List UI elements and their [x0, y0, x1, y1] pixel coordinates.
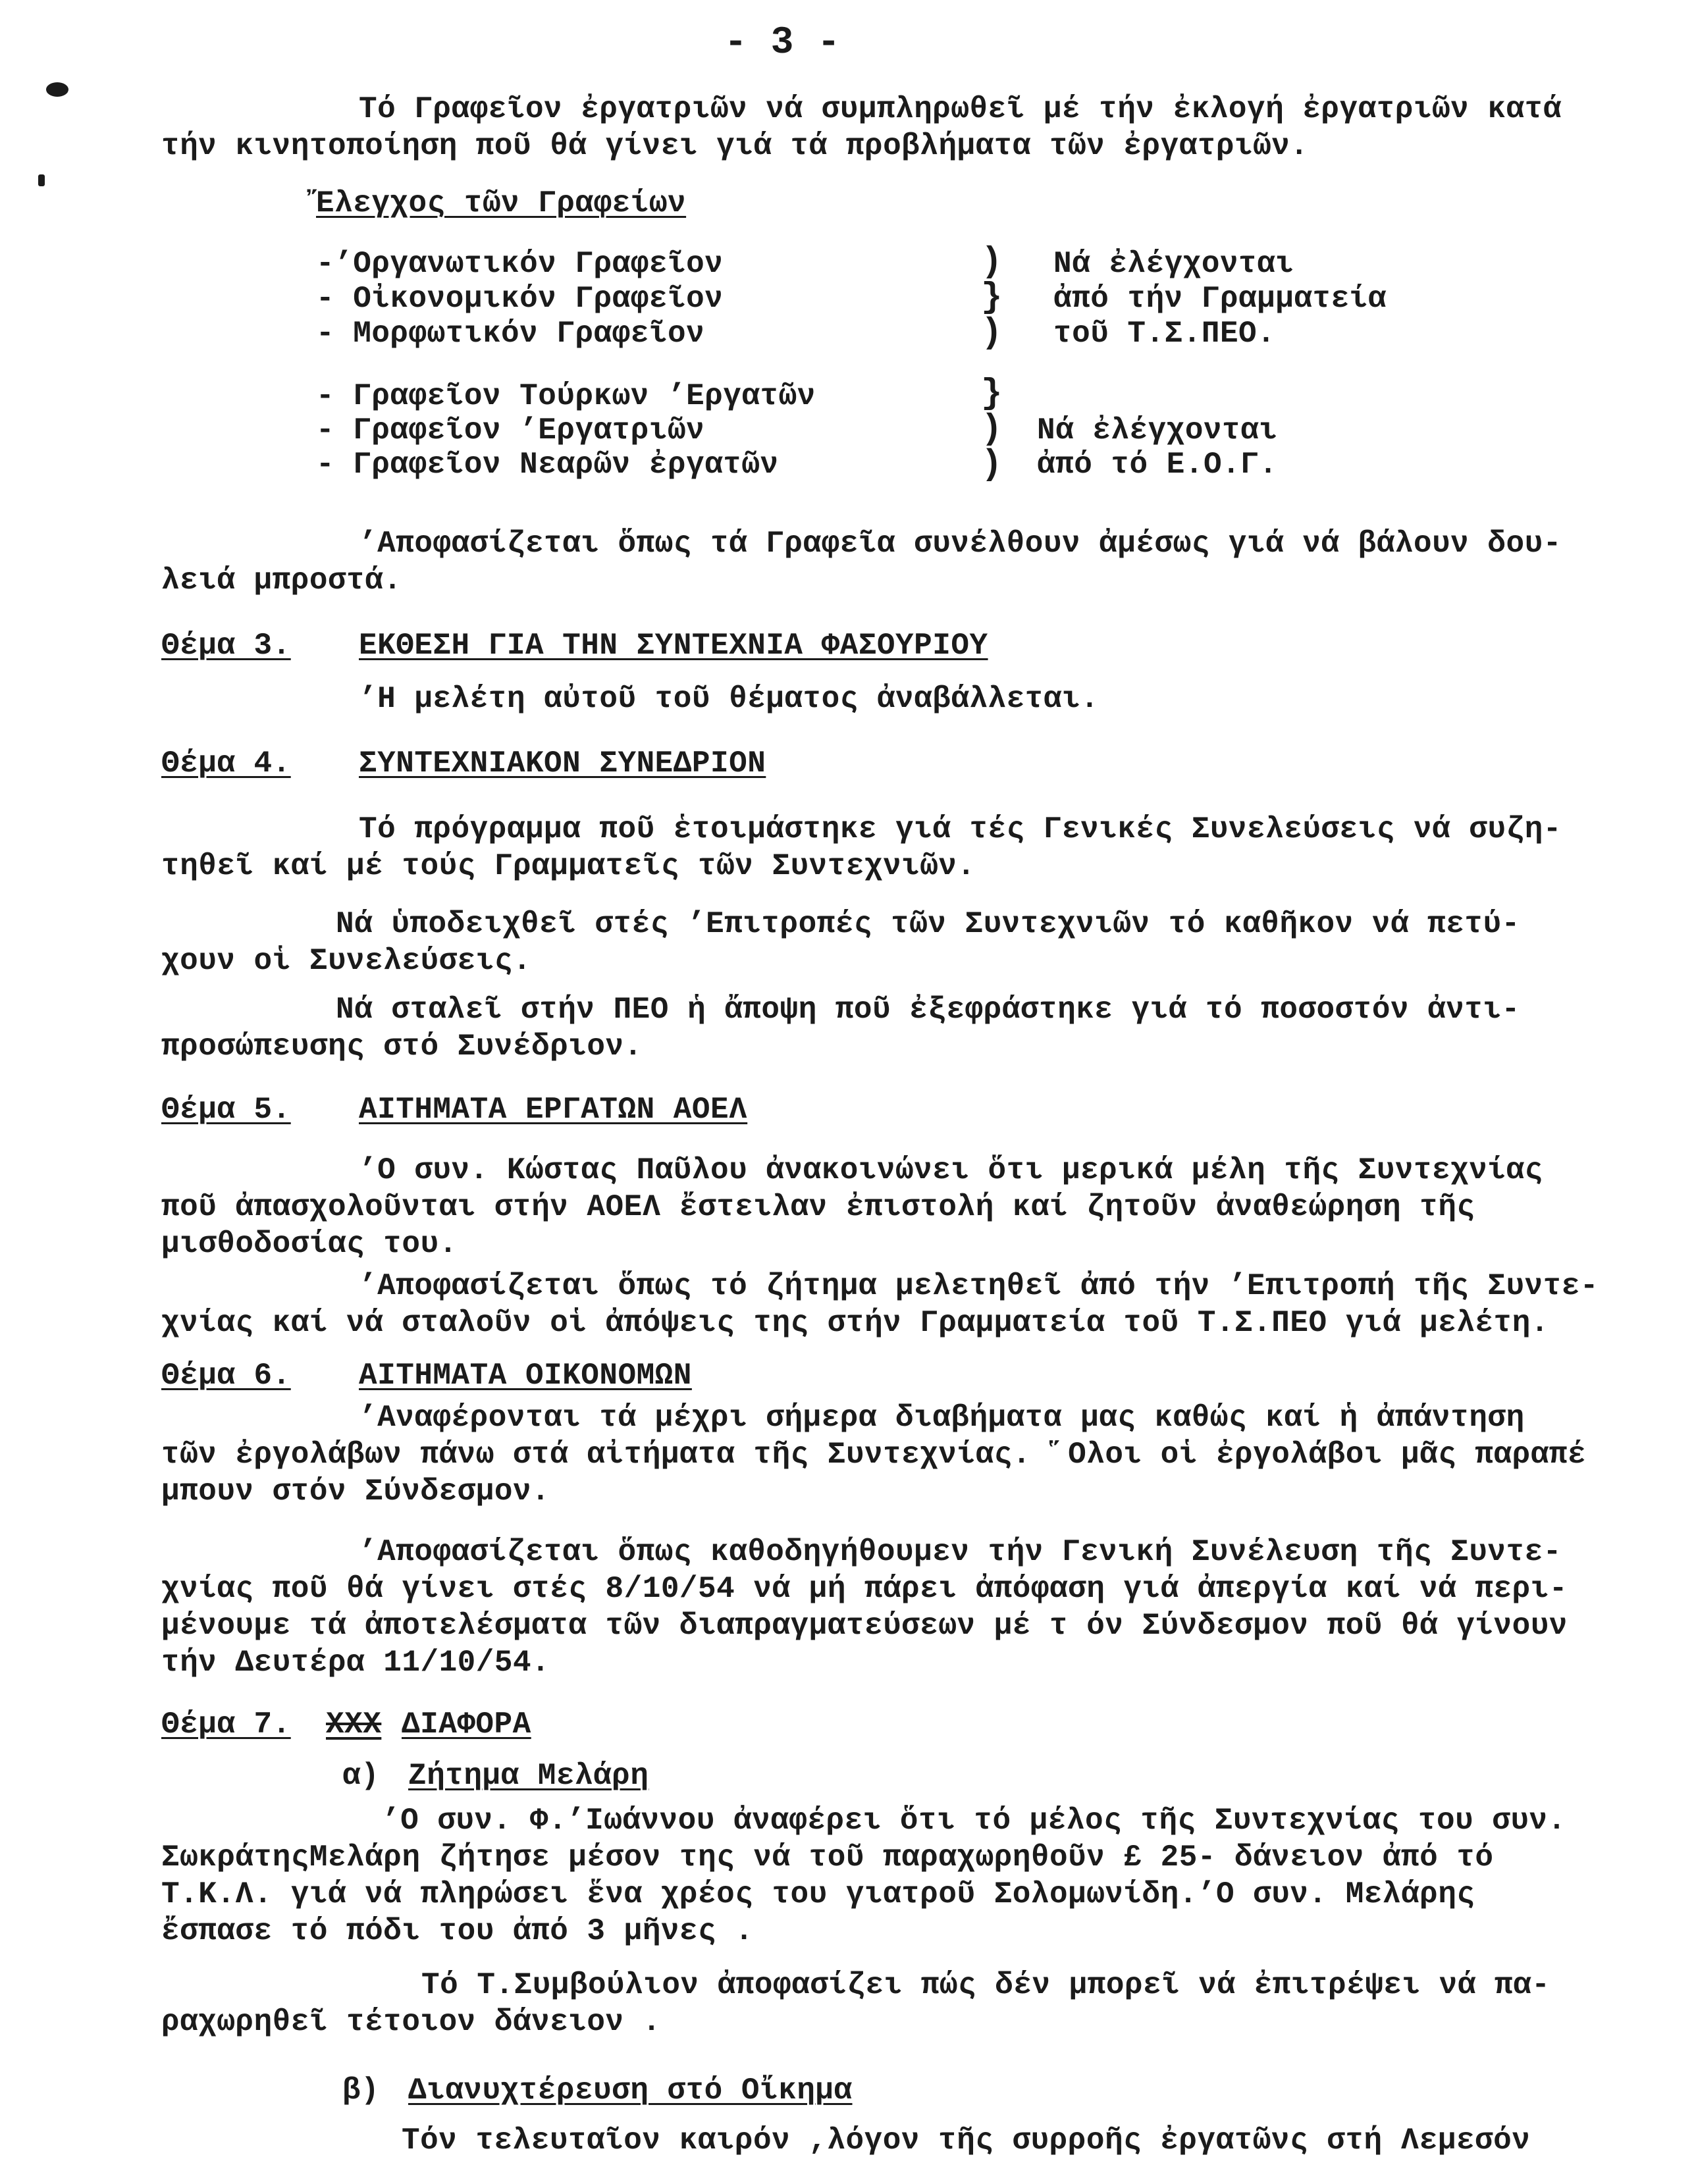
intro-line-2: τήν κινητοποίηση ποῦ θά γίνει γιά τά προβλήματα τῶν ἐργατριῶν. — [161, 129, 1309, 163]
topic6-p1-line-2: τῶν ἐργολάβων πάνω στά αἰτήματα τῆς Συντεχνίας. ῞Ολοι οἱ ἐργολάβοι μᾶς παραπέ — [161, 1438, 1587, 1472]
topic5-label: Θέμα 5. — [161, 1093, 291, 1127]
intro-line-1: Τό Γραφεῖον ἐργατριῶν νά συμπληρωθεῖ μέ τήν ἐκλογή ἐργατριῶν κατά — [359, 92, 1562, 126]
ink-dot — [38, 174, 45, 186]
topic5-p2-line-1: ’Αποφασίζεται ὅπως τό ζήτημα μελετηθεῖ ἀπό τήν ’Επιτροπή τῆς Συντε- — [359, 1269, 1599, 1303]
topic4-p3-line-2: προσώπευσης στό Συνέδριον. — [161, 1029, 643, 1064]
topic7-a-p1-line-4: ἔσπασε τό πόδι του ἀπό 3 μῆνες . — [161, 1914, 754, 1948]
group2-item-3: - Γραφεῖον Νεαρῶν ἐργατῶν — [316, 448, 779, 482]
group1-note-3: τοῦ Τ.Σ.ΠΕΟ. — [1053, 317, 1276, 351]
topic7-b-label: β) — [342, 2073, 380, 2108]
topic7-b-title: Διανυχτέρευση στό Οἴκημα — [408, 2073, 853, 2108]
topic5-p1-line-2: ποῦ ἀπασχολοῦνται στήν ΑΟΕΛ ἔστειλαν ἐπιστολή καί ζητοῦν ἀναθεώρηση τῆς — [161, 1190, 1475, 1224]
group1-note-1: Νά ἐλέγχονται — [1053, 247, 1294, 281]
topic3-label: Θέμα 3. — [161, 629, 291, 663]
group2-note-2: ἀπό τό Ε.Ο.Γ. — [1037, 448, 1278, 482]
group2-item-1: - Γραφεῖον Τούρκων ’Εργατῶν — [316, 379, 816, 413]
topic7-a-p2-line-1: Τό Τ.Συμβούλιον ἀποφασίζει πώς δέν μπορεῖ νά ἐπιτρέψει νά πα- — [421, 1968, 1550, 2002]
group2-note-1: Νά ἐλέγχονται — [1037, 413, 1278, 448]
topic4-p2-line-2: χουν οἱ Συνελεύσεις. — [161, 944, 532, 978]
topic7-title: ΔΙΑΦΟΡΑ — [402, 1707, 531, 1742]
topic7-a-title: Ζήτημα Μελάρη — [408, 1759, 649, 1793]
topic6-title: ΑΙΤΗΜΑΤΑ ΟΙΚΟΝΟΜΩΝ — [359, 1359, 692, 1393]
group1-item-3: - Μορφωτικόν Γραφεῖον — [316, 317, 705, 351]
topic6-p1-line-3: μπουν στόν Σύνδεσμον. — [161, 1474, 550, 1509]
topic7-label: Θέμα 7. — [161, 1707, 291, 1742]
topic7-a-p2-line-2: ραχωρηθεῖ τέτοιον δάνειον . — [161, 2005, 661, 2039]
topic4-title: ΣΥΝΤΕΧΝΙΑΚΟΝ ΣΥΝΕΔΡΙΟΝ — [359, 746, 766, 781]
topic4-p3-line-1: Νά σταλεῖ στήν ΠΕΟ ἡ ἄποψη ποῦ ἐξεφράστηκε γιά τό ποσοστόν ἀντι- — [336, 993, 1520, 1027]
topic7-a-p1-line-3: Τ.Κ.Λ. γιά νά πληρώσει ἕνα χρέος του γιατροῦ Σολομωνίδη.’Ο συν. Μελάρης — [161, 1877, 1475, 1911]
ink-blot — [46, 82, 68, 97]
group2-bracket: } ) ) — [981, 374, 1003, 485]
topic6-p2-line-3: μένουμε τά ἀποτελέσματα τῶν διαπραγματεύσεων μέ τ όν Σύνδεσμον ποῦ θά γίνουν — [161, 1609, 1568, 1643]
topic7-a-p1-line-2: ΣωκράτηςΜελάρη ζήτησε μέσον της νά τοῦ παραχωρηθοῦν £ 25- δάνειον ἀπό τό — [161, 1840, 1494, 1875]
topic6-p2-line-1: ’Αποφασίζεται ὅπως καθοδηγήθουμεν τήν Γενική Συνέλευση τῆς Συντε- — [359, 1535, 1562, 1569]
topic7-struck-text: ΧΧΧ — [326, 1707, 382, 1742]
topic6-p2-line-2: χνίας ποῦ θά γίνει στές 8/10/54 νά μή πάρει ἀπόφαση γιά ἀπεργία καί νά περι- — [161, 1572, 1568, 1606]
decision1-line-2: λειά μπροστά. — [161, 563, 402, 598]
topic5-p1-line-1: ’Ο συν. Κώστας Παῦλου ἀνακοινώνει ὅτι μερικά μέλη τῆς Συντεχνίας — [359, 1153, 1543, 1187]
topic3-title: ΕΚΘΕΣΗ ΓΙΑ ΤΗΝ ΣΥΝΤΕΧΝΙΑ ΦΑΣΟΥΡΙΟΥ — [359, 629, 988, 663]
topic5-title: ΑΙΤΗΜΑΤΑ ΕΡΓΑΤΩΝ ΑΟΕΛ — [359, 1093, 748, 1127]
topic4-label: Θέμα 4. — [161, 746, 291, 781]
group1-item-1: -’Οργανωτικόν Γραφεῖον — [316, 247, 724, 281]
topic4-p1-line-1: Τό πρόγραμμα ποῦ ἑτοιμάστηκε γιά τές Γενικές Συνελεύσεις νά συζη- — [359, 812, 1562, 846]
topic6-p2-line-4: τήν Δευτέρα 11/10/54. — [161, 1646, 550, 1680]
group1-item-2: - Οἰκονομικόν Γραφεῖον — [316, 282, 724, 316]
topic5-p1-line-3: μισθοδοσίας του. — [161, 1227, 458, 1261]
topic6-p1-line-1: ’Αναφέρονται τά μέχρι σήμερα διαβήματα μας καθώς καί ἡ ἀπάντηση — [359, 1401, 1525, 1435]
topic7-b-p1-line-1: Τόν τελευταῖον καιρόν ,λόγον τῆς συρροῆς ἐργατῶνς στή Λεμεσόν — [402, 2123, 1531, 2158]
topic6-label: Θέμα 6. — [161, 1359, 291, 1393]
topic7-a-label: α) — [342, 1759, 380, 1793]
group1-note-2: ἀπό τήν Γραμματεία — [1053, 282, 1387, 316]
topic3-text: ’Η μελέτη αὐτοῦ τοῦ θέματος ἀναβάλλεται. — [359, 682, 1100, 716]
page-number: - 3 - — [724, 22, 841, 65]
topic4-p1-line-2: τηθεῖ καί μέ τούς Γραμματεῖς τῶν Συντεχνιῶν. — [161, 849, 976, 883]
group2-item-2: - Γραφεῖον ’Εργατριῶν — [316, 413, 705, 448]
control-heading: Ἔλεγχος τῶν Γραφείων — [316, 186, 687, 221]
topic5-p2-line-2: χνίας καί νά σταλοῦν οἱ ἀπόψεις της στήν Γραμματεία τοῦ Τ.Σ.ΠΕΟ γιά μελέτη. — [161, 1306, 1549, 1340]
topic4-p2-line-1: Νά ὑποδειχθεῖ στές ’Επιτροπές τῶν Συντεχνιῶν τό καθῆκον νά πετύ- — [336, 907, 1520, 941]
group1-bracket: ) } ) — [981, 242, 1003, 353]
topic7-a-p1-line-1: ’Ο συν. Φ.’Ιωάννου ἀναφέρει ὅτι τό μέλος τῆς Συντεχνίας του συν. — [382, 1804, 1566, 1838]
decision1-line-1: ’Αποφασίζεται ὅπως τά Γραφεῖα συνέλθουν ἀμέσως γιά νά βάλουν δου- — [359, 527, 1562, 561]
